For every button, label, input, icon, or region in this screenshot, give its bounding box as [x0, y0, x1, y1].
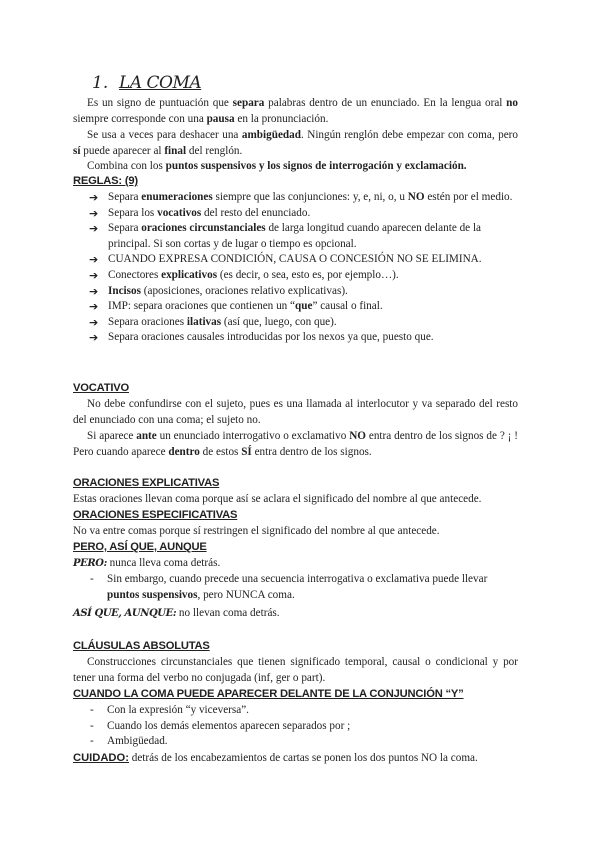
arrow-icon: ➔	[89, 253, 99, 267]
clausulas-heading: CLÁUSULAS ABSOLUTAS	[73, 640, 210, 652]
especificativas-text: No va entre comas porque sí restringen el significado del nombre al que antecede.	[73, 525, 440, 537]
list-item: - Ambigüedad.	[90, 734, 520, 750]
list-item: ➔ Separa oraciones circunstanciales de larga longitud cuando aparecen delante de la principal. Si son cortas y de lugar o tiempo es opcional.	[89, 222, 482, 250]
pero-line: PERO: nunca lleva coma detrás.	[73, 557, 221, 569]
arrow-icon: ➔	[89, 315, 99, 329]
list-item: ➔ Incisos (aposiciones, oraciones relativo explicativas).	[89, 284, 348, 298]
cuando-dash-list	[90, 703, 520, 750]
asi-que-line: ASÍ QUE, AUNQUE: no llevan coma detrás.	[73, 607, 280, 619]
list-item: ➔ Separa los vocativos del resto del enunciado.	[89, 206, 311, 220]
explicativas-heading: ORACIONES EXPLICATIVAS	[73, 477, 220, 489]
clausulas-text: Construcciones circunstanciales que tienen significado temporal, causal o condicional y por tener una forma del verbo no conjugada (inf, ger o part).	[73, 656, 518, 684]
list-item: - Cuando los demás elementos aparecen separados por ;	[90, 719, 520, 735]
dash-bullet: -	[90, 573, 94, 585]
dash-bullet: -	[90, 719, 94, 732]
arrow-icon: ➔	[89, 191, 99, 204]
dash-bullet: -	[90, 704, 94, 716]
pero-label: PERO:	[73, 558, 107, 569]
arrow-icon: ➔	[89, 268, 99, 282]
intro-paragraph-3: Combina con los puntos suspensivos y los signos de interrogación y exclamación.	[87, 160, 467, 172]
cuidado-line: CUIDADO: detrás de los encabezamientos de cartas se ponen los dos puntos NO la coma.	[73, 752, 478, 764]
arrow-icon: ➔	[89, 206, 99, 220]
list-item: ➔ Separa oraciones causales introducidas por los nexos ya que, puesto que.	[89, 331, 434, 345]
intro-paragraph-2: Se usa a veces para deshacer una ambigüedad. Ningún renglón debe empezar con coma, pero sí puede aparecer al final del renglón.	[73, 129, 518, 157]
list-item: ➔ IMP: separa oraciones que contienen un “que” causal o final.	[89, 300, 383, 314]
pero-heading: PERO, ASÍ QUE, AUNQUE	[73, 541, 207, 553]
reglas-list	[89, 190, 525, 346]
explicativas-text: Estas oraciones llevan coma porque así se aclara el significado del nombre al que antecede.	[73, 493, 482, 505]
asi-que-label: ASÍ QUE, AUNQUE:	[73, 608, 177, 619]
list-item: ➔ Separa oraciones ilativas (así que, luego, con que).	[89, 315, 337, 329]
list-item: ➔ Separa enumeraciones siempre que las conjunciones: y, e, ni, o, u NO estén por el medio.	[89, 191, 513, 204]
list-item: - Sin embargo, cuando precede una secuencia interrogativa o exclamativa puede llevar puntos suspensivos, pero NUNCA coma.	[90, 573, 488, 601]
page-title: 1. LA COMA	[92, 73, 202, 93]
vocativo-heading: VOCATIVO	[73, 382, 129, 394]
pero-dash-list	[90, 572, 520, 603]
dash-bullet: -	[90, 735, 94, 748]
vocativo-paragraph-1: No debe confundirse con el sujeto, pues es una llamada al interlocutor y va separado del resto del enunciado con una coma; el sujeto no.	[73, 398, 518, 426]
arrow-icon: ➔	[89, 222, 99, 236]
especificativas-heading: ORACIONES ESPECIFICATIVAS	[73, 509, 238, 521]
arrow-icon: ➔	[89, 300, 99, 314]
list-item: - Con la expresión “y viceversa”.	[90, 703, 520, 719]
arrow-icon: ➔	[89, 284, 99, 298]
arrow-icon: ➔	[89, 331, 99, 345]
vocativo-paragraph-2: Si aparece ante un enunciado interrogativo o exclamativo NO entra dentro de los signos de ? ¡ ! Pero cuando aparece dentro de estos SÍ entra dentro de los signos.	[73, 430, 518, 458]
cuando-heading: CUANDO LA COMA PUEDE APARECER DELANTE DE LA CONJUNCIÓN “Y”	[73, 688, 464, 700]
cuidado-label: CUIDADO:	[73, 752, 129, 764]
list-item: ➔ Conectores explicativos (es decir, o sea, esto es, por ejemplo…).	[89, 268, 399, 282]
intro-paragraph-1: Es un signo de puntuación que separa palabras dentro de un enunciado. En la lengua oral no siempre corresponde con una pausa en la pronunciación.	[73, 97, 518, 125]
reglas-heading: REGLAS: (9)	[73, 175, 138, 187]
list-item: ➔ CUANDO EXPRESA CONDICIÓN, CAUSA O CONCESIÓN NO SE ELIMINA.	[89, 253, 482, 267]
